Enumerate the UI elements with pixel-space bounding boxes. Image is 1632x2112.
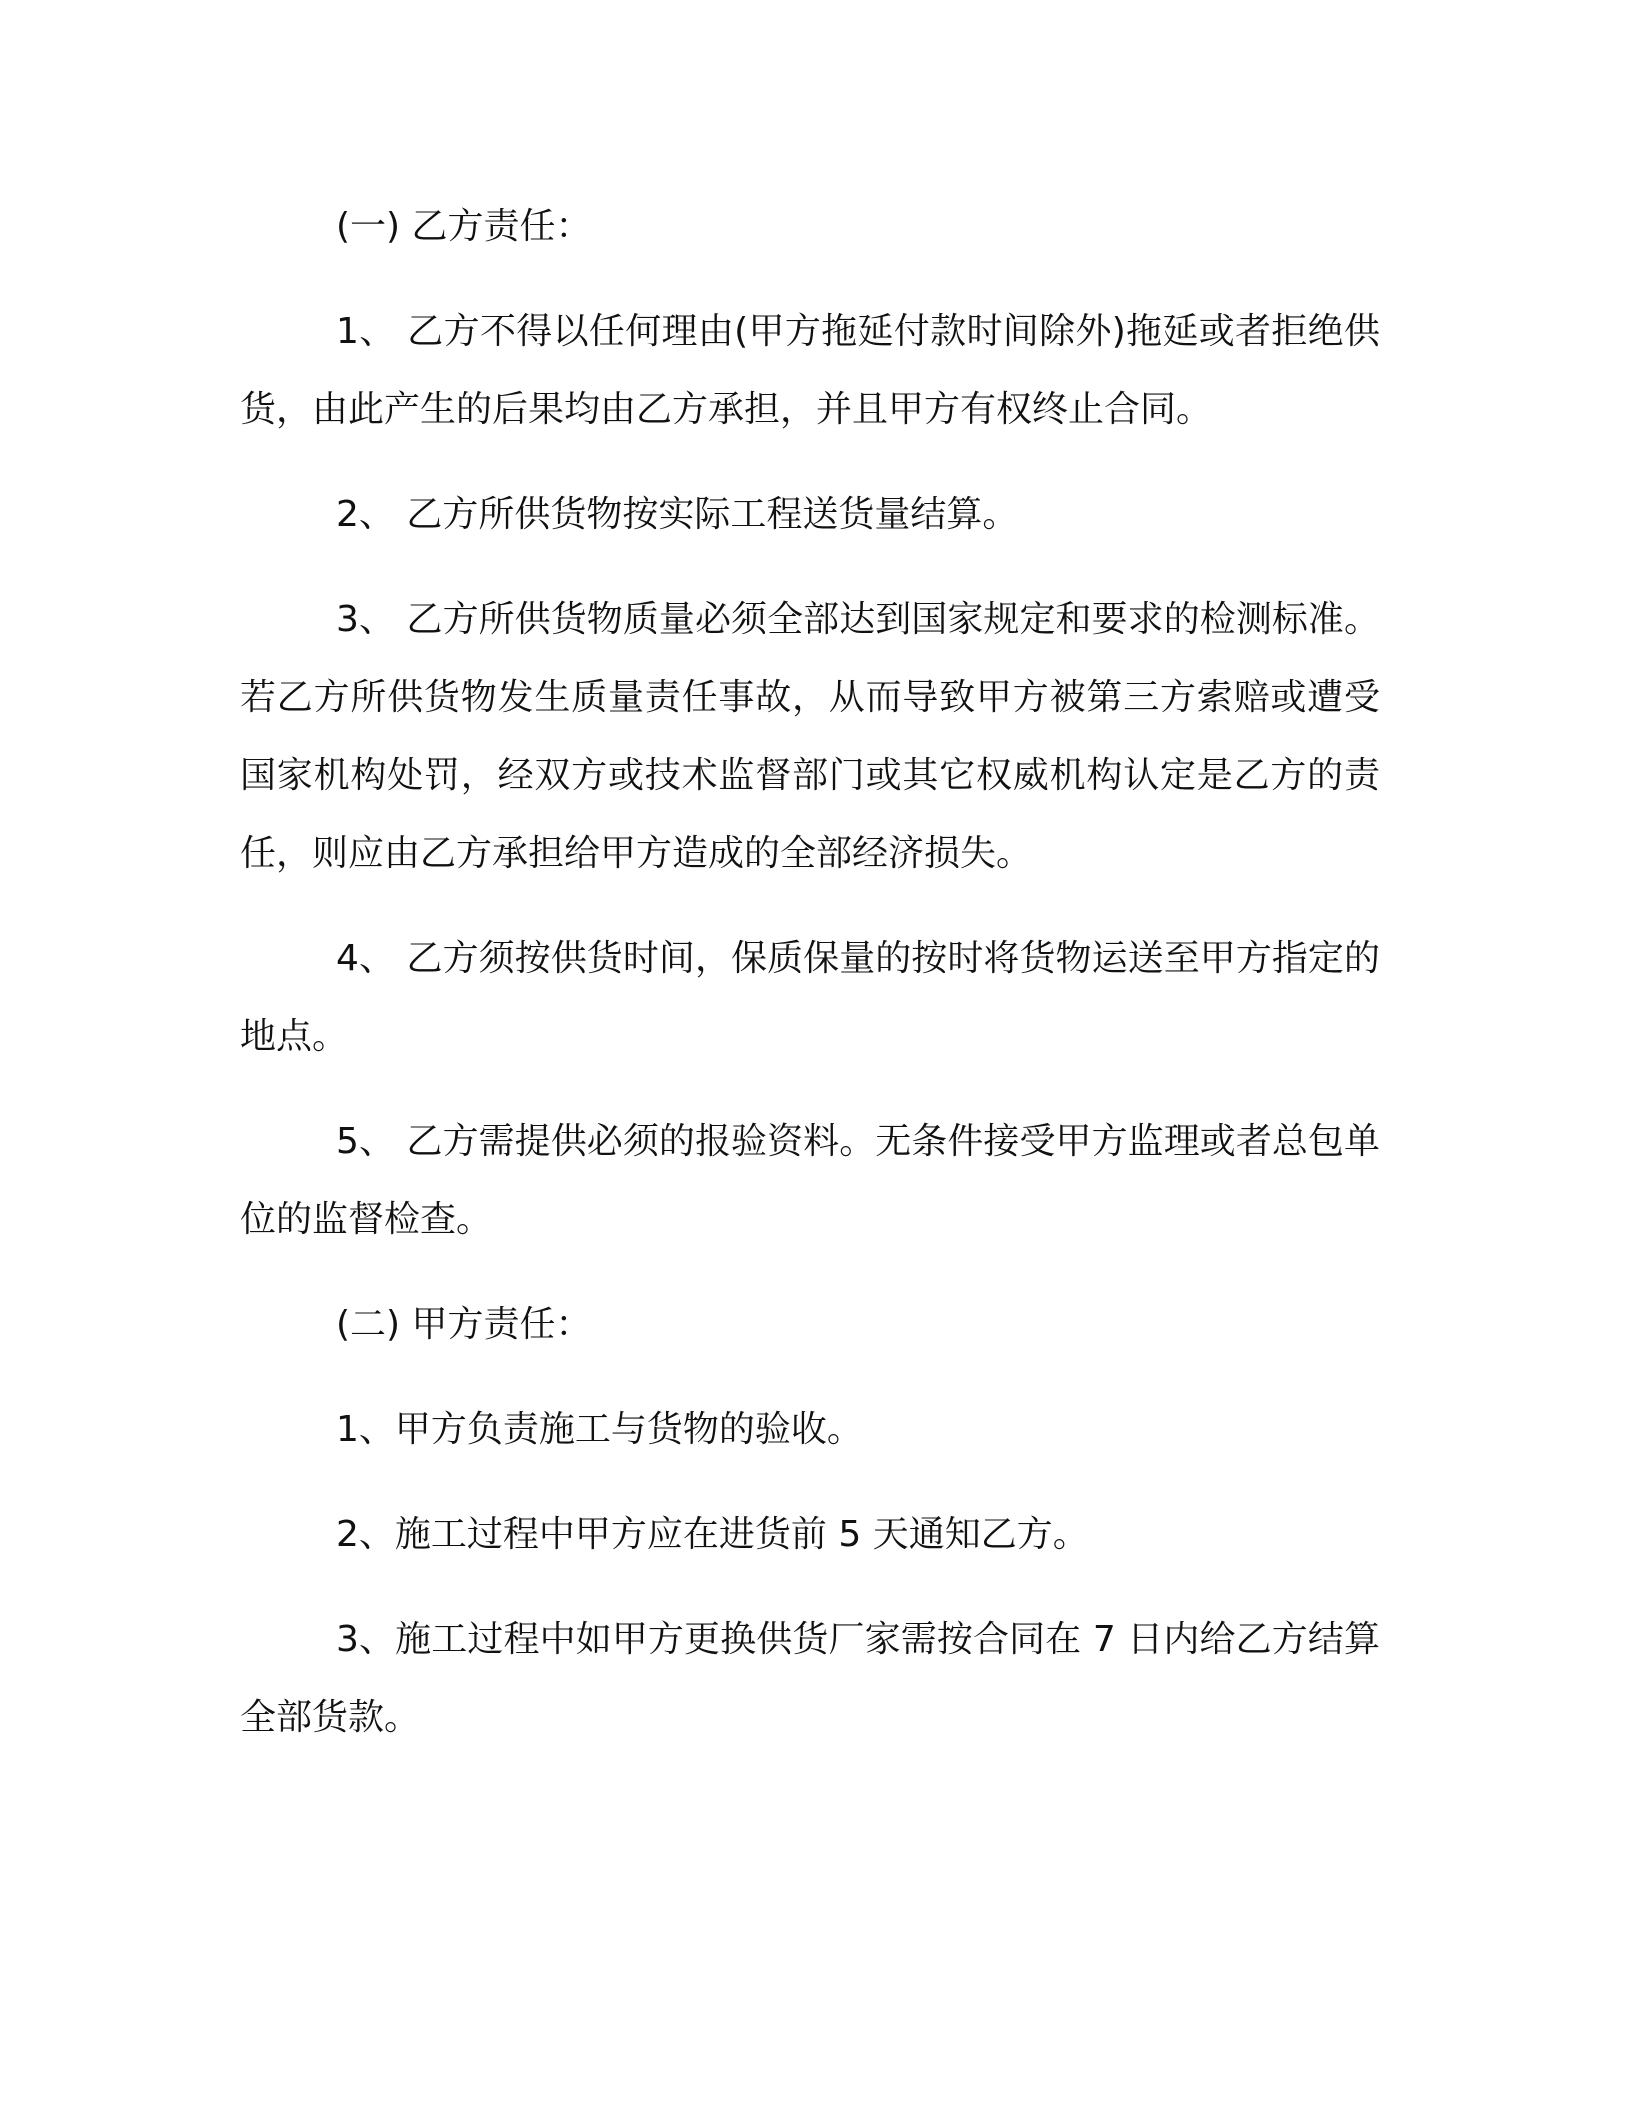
party-b-clause-2: 2、 乙方所供货物按实际工程送货量结算。 <box>336 494 1019 535</box>
party-b-clause-4: 4、 乙方须按供货时间，保质保量的按时将货物运送至甲方指定的地点。 <box>240 938 1380 1057</box>
party-a-clause-1: 1、甲方负责施工与货物的验收。 <box>336 1409 863 1450</box>
party-b-clause-3: 3、 乙方所供货物质量必须全部达到国家规定和要求的检测标准。若乙方所供货物发生质量责任事故，从而导致甲方被第三方索赔或遭受国家机构处罚，经双方或技术监督部门或其它权威机构认定是乙方的责任，则应由乙方承担给甲方造成的全部经济损失。 <box>240 599 1380 874</box>
party-a-clause-2: 2、施工过程中甲方应在进货前 5 天通知乙方。 <box>336 1514 1089 1555</box>
party-b-clause-1: 1、 乙方不得以任何理由(甲方拖延付款时间除外)拖延或者拒绝供货，由此产生的后果均由乙方承担，并且甲方有权终止合同。 <box>240 311 1380 430</box>
party-a-clause-3: 3、施工过程中如甲方更换供货厂家需按合同在 7 日内给乙方结算全部货款。 <box>240 1619 1380 1738</box>
section-heading-party-a: (二) 甲方责任： <box>336 1304 592 1345</box>
party-b-clause-5: 5、 乙方需提供必须的报验资料。无条件接受甲方监理或者总包单位的监督检查。 <box>240 1121 1380 1240</box>
section-heading-party-b: (一) 乙方责任： <box>336 206 592 247</box>
